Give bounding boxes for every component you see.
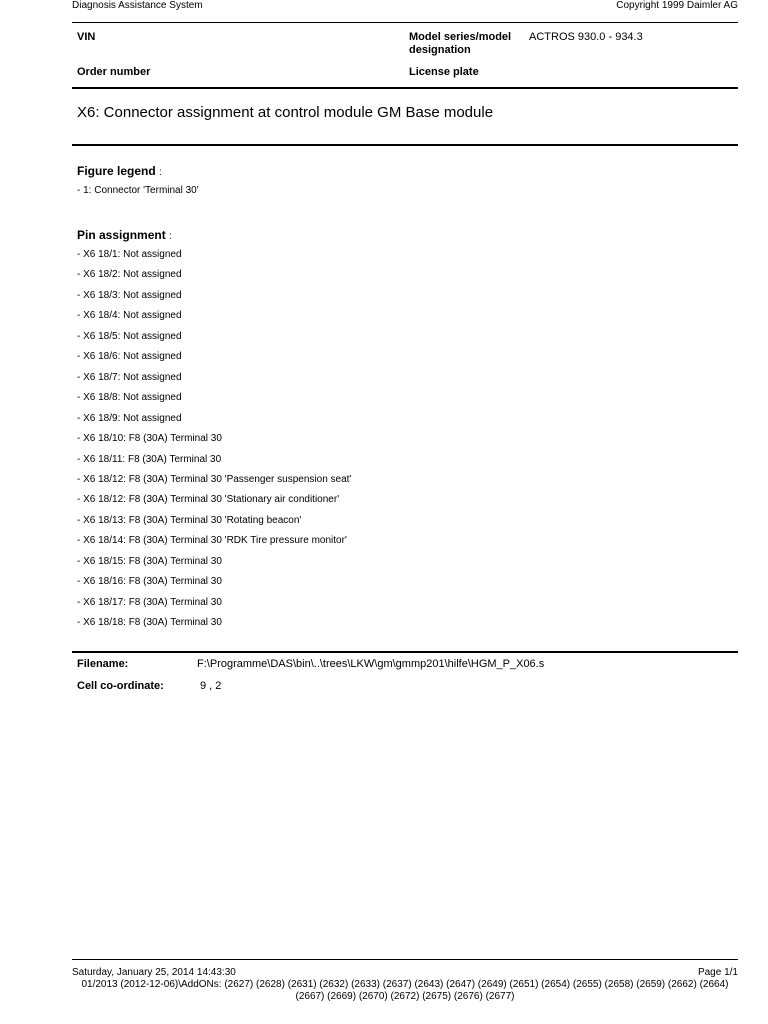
pin-assignment-item: - X6 18/8: Not assigned	[77, 392, 182, 404]
pin-assignment-item: - X6 18/6: Not assigned	[77, 351, 182, 363]
pin-assignment-item: - X6 18/13: F8 (30A) Terminal 30 'Rotating beacon'	[77, 514, 302, 526]
footer-divider	[72, 959, 738, 960]
model-label: Model series/model designation	[409, 31, 512, 56]
header-divider	[72, 22, 738, 23]
figure-legend-item: - 1: Connector 'Terminal 30'	[77, 185, 199, 196]
cell-coordinate-value: 9 , 2	[200, 680, 222, 692]
figure-legend-title: Figure legend	[77, 164, 156, 178]
file-info-divider	[72, 651, 738, 653]
pin-assignment-item: - X6 18/4: Not assigned	[77, 310, 182, 322]
pin-assignment-item: - X6 18/12: F8 (30A) Terminal 30 'Stationary air conditioner'	[77, 494, 340, 506]
figure-legend-colon: :	[159, 167, 162, 178]
pin-assignment-item: - X6 18/1: Not assigned	[77, 249, 182, 260]
figure-legend-heading	[77, 164, 162, 178]
pin-assignment-colon: :	[169, 231, 172, 242]
cell-coordinate-label: Cell co-ordinate:	[77, 680, 164, 692]
pin-assignment-title: Pin assignment	[77, 228, 166, 242]
filename-label: Filename:	[77, 658, 129, 670]
pin-assignment-item: - X6 18/16: F8 (30A) Terminal 30	[77, 576, 222, 588]
model-value: ACTROS 930.0 - 934.3	[529, 31, 643, 43]
copyright-notice: Copyright 1999 Daimler AG	[616, 0, 738, 11]
addons-list: 01/2013 (2012-12-06)\AddONs: (2627) (2628) (2631) (2632) (2633) (2637) (2643) (2647) (2649) (2651) (2654) (2655) (2658) (2659) (2662) (2664) (2667) (2669) (2670) (2672) (2675) (2676) (2677)	[81, 979, 729, 1002]
pin-assignment-item: - X6 18/5: Not assigned	[77, 330, 182, 342]
title-divider	[72, 144, 738, 146]
pin-assignment-item: - X6 18/3: Not assigned	[77, 289, 182, 301]
vin-label: VIN	[77, 31, 96, 43]
order-number-label: Order number	[77, 66, 151, 78]
document-title: X6: Connector assignment at control module GM Base module	[77, 104, 494, 121]
pin-assignment-item: - X6 18/11: F8 (30A) Terminal 30	[77, 453, 222, 465]
filename-value: F:\Programme\DAS\bin\..\trees\LKW\gm\gmmp201\hilfe\HGM_P_X06.s	[197, 658, 545, 670]
license-plate-label: License plate	[409, 66, 479, 78]
pin-assignment-item: - X6 18/15: F8 (30A) Terminal 30	[77, 555, 222, 567]
pin-assignment-heading	[77, 228, 172, 242]
pin-assignment-item: - X6 18/12: F8 (30A) Terminal 30 'Passenger suspension seat'	[77, 473, 352, 485]
pin-assignment-item: - X6 18/7: Not assigned	[77, 371, 182, 383]
print-datetime: Saturday, January 25, 2014 14:43:30	[72, 967, 236, 978]
pin-assignment-item: - X6 18/14: F8 (30A) Terminal 30 'RDK Tire pressure monitor'	[77, 535, 347, 547]
system-name: Diagnosis Assistance System	[72, 0, 203, 11]
pin-assignment-item: - X6 18/9: Not assigned	[77, 412, 182, 424]
pin-assignment-item: - X6 18/2: Not assigned	[77, 269, 182, 281]
pin-assignment-item: - X6 18/10: F8 (30A) Terminal 30	[77, 433, 222, 445]
pin-assignment-item: - X6 18/18: F8 (30A) Terminal 30	[77, 617, 222, 629]
page-number: Page 1/1	[697, 967, 738, 978]
info-divider	[72, 87, 738, 89]
pin-assignment-item: - X6 18/17: F8 (30A) Terminal 30	[77, 596, 222, 608]
